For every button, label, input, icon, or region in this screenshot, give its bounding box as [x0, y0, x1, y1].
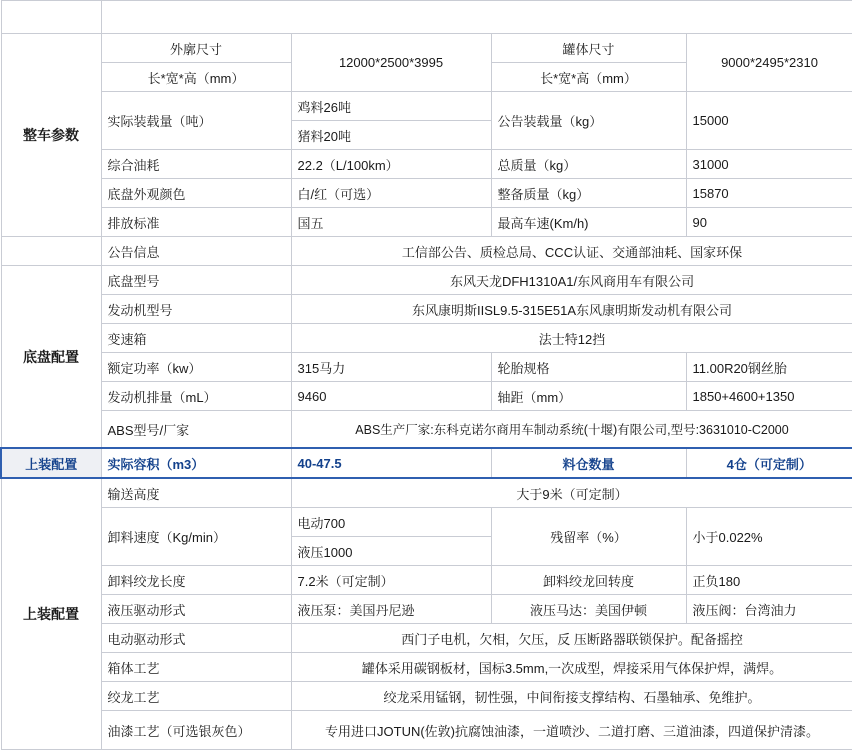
cell-curb-mass-value: 15870	[686, 179, 852, 208]
cell-discharge-speed-value-b: 液压1000	[291, 537, 491, 566]
table-row	[1, 179, 852, 208]
table-row	[1, 295, 852, 324]
table-row	[1, 566, 852, 595]
section-label-upper: 上装配置	[1, 478, 101, 750]
table-row	[1, 595, 852, 624]
cell-paint-process-value: 专用进口JOTUN(佐敦)抗腐蚀油漆，一道喷沙、二道打磨、三道油漆，四道保护清漆。	[291, 711, 852, 750]
cell-actual-load-value-a: 鸡料26吨	[291, 92, 491, 121]
cell-outline-dimension-label: 外廓尺寸	[101, 34, 291, 63]
cell-discharge-speed-value-a: 电动700	[291, 508, 491, 537]
cell-outline-dimension-value: 12000*2500*3995	[291, 34, 491, 92]
cell-emission-label: 排放标准	[101, 208, 291, 237]
cell-displacement-label: 发动机排量（mL）	[101, 382, 291, 411]
table-row	[1, 353, 852, 382]
cell-announce-value: 工信部公告、质检总局、CCC认证、交通部油耗、国家环保	[291, 237, 852, 266]
cell-tyre-label: 轮胎规格	[491, 353, 686, 382]
cell-auger-length-label: 卸料绞龙长度	[101, 566, 291, 595]
cell-electric-drive-value: 西门子电机，欠相，欠压，反 压断路器联锁保护。配备摇控	[291, 624, 852, 653]
table-row-highlight	[1, 448, 852, 478]
cell-total-mass-label: 总质量（kg）	[491, 150, 686, 179]
table-row	[1, 711, 852, 750]
cell-engine-model-label: 发动机型号	[101, 295, 291, 324]
cell-power-value: 315马力	[291, 353, 491, 382]
cell-hydraulic-motor-value: 液压马达：美国伊顿	[491, 595, 686, 624]
cell-curb-mass-label: 整备质量（kg）	[491, 179, 686, 208]
cell-emission-value: 国五	[291, 208, 491, 237]
cell-wheelbase-value: 1850+4600+1350	[686, 382, 852, 411]
cell-hydraulic-pump-value: 液压泵：美国丹尼逊	[291, 595, 491, 624]
section-label-chassis: 底盘配置	[1, 266, 101, 449]
cell-auger-rotation-label: 卸料绞龙回转度	[491, 566, 686, 595]
cell-power-label: 额定功率（kw）	[101, 353, 291, 382]
cell-hydraulic-valve-value: 液压阀：台湾油力	[686, 595, 852, 624]
cell-hydraulic-drive-label: 液压驱动形式	[101, 595, 291, 624]
cell-chassis-color-value: 白/红（可选）	[291, 179, 491, 208]
cell-paint-process-label: 油漆工艺（可选银灰色）	[101, 711, 291, 750]
cell-max-speed-value: 90	[686, 208, 852, 237]
header-title: 东风天龙前四后八散装饲料运输车	[101, 1, 852, 34]
cell-bin-count-value: 4仓（可定制）	[686, 448, 852, 478]
cell-discharge-speed-label: 卸料速度（Kg/min）	[101, 508, 291, 566]
table-row	[1, 150, 852, 179]
table-row	[1, 324, 852, 353]
cell-auger-process-value: 绞龙采用锰钢，韧性强，中间衔接支撑结构、石墨轴承、免维护。	[291, 682, 852, 711]
cell-announced-load-label: 公告装载量（kg）	[491, 92, 686, 150]
cell-fuel-value: 22.2（L/100km）	[291, 150, 491, 179]
table-header-row	[1, 1, 852, 34]
cell-bin-count-label: 料仓数量	[491, 448, 686, 478]
table-row	[1, 624, 852, 653]
cell-actual-load-value-b: 猪料20吨	[291, 121, 491, 150]
table-row	[1, 92, 852, 121]
cell-auger-length-value: 7.2米（可定制）	[291, 566, 491, 595]
cell-abs-label: ABS型号/厂家	[101, 411, 291, 449]
cell-wheelbase-label: 轴距（mm）	[491, 382, 686, 411]
cell-tyre-value: 11.00R20钢丝胎	[686, 353, 852, 382]
cell-engine-model-value: 东风康明斯IISL9.5-315E51A东风康明斯发动机有限公司	[291, 295, 852, 324]
cell-outline-dimension-sub: 长*宽*高（mm）	[101, 63, 291, 92]
cell-residual-rate-label: 残留率（%）	[491, 508, 686, 566]
cell-announce-label: 公告信息	[101, 237, 291, 266]
cell-chassis-model-label: 底盘型号	[101, 266, 291, 295]
cell-announced-load-value: 15000	[686, 92, 852, 150]
cell-box-process-label: 箱体工艺	[101, 653, 291, 682]
table-row	[1, 653, 852, 682]
section-label-vehicle: 整车参数	[1, 34, 101, 237]
table-row	[1, 508, 852, 537]
cell-conveying-height-value: 大于9米（可定制）	[291, 478, 852, 508]
table-row	[1, 382, 852, 411]
table-row	[1, 237, 852, 266]
table-row	[1, 34, 852, 63]
table-row	[1, 411, 852, 449]
cell-residual-rate-value: 小于0.022%	[686, 508, 852, 566]
cell-chassis-model-value: 东风天龙DFH1310A1/东风商用车有限公司	[291, 266, 852, 295]
section-label-vehicle-announce	[1, 237, 101, 266]
cell-displacement-value: 9460	[291, 382, 491, 411]
cell-volume-value: 40-47.5	[291, 448, 491, 478]
cell-gearbox-label: 变速箱	[101, 324, 291, 353]
section-label-upper-highlight: 上装配置	[1, 448, 101, 478]
cell-volume-label: 实际容积（m3）	[101, 448, 291, 478]
cell-tank-dimension-sub: 长*宽*高（mm）	[491, 63, 686, 92]
cell-total-mass-value: 31000	[686, 150, 852, 179]
table-row	[1, 266, 852, 295]
table-row	[1, 682, 852, 711]
cell-abs-value: ABS生产厂家:东科克诺尔商用车制动系统(十堰)有限公司,型号:3631010-C2000	[291, 411, 852, 449]
cell-max-speed-label: 最高车速(Km/h)	[491, 208, 686, 237]
cell-chassis-color-label: 底盘外观颜色	[101, 179, 291, 208]
cell-actual-load-label: 实际装载量（吨）	[101, 92, 291, 150]
table-row	[1, 478, 852, 508]
cell-auger-process-label: 绞龙工艺	[101, 682, 291, 711]
cell-conveying-height-label: 输送高度	[101, 478, 291, 508]
cell-tank-dimension-value: 9000*2495*2310	[686, 34, 852, 92]
cell-auger-rotation-value: 正负180	[686, 566, 852, 595]
table-row	[1, 208, 852, 237]
cell-gearbox-value: 法士特12挡	[291, 324, 852, 353]
header-left-label: 车型	[1, 1, 101, 34]
cell-fuel-label: 综合油耗	[101, 150, 291, 179]
cell-electric-drive-label: 电动驱动形式	[101, 624, 291, 653]
cell-box-process-value: 罐体采用碳钢板材，国标3.5mm,一次成型，焊接采用气体保护焊，满焊。	[291, 653, 852, 682]
cell-tank-dimension-label: 罐体尺寸	[491, 34, 686, 63]
